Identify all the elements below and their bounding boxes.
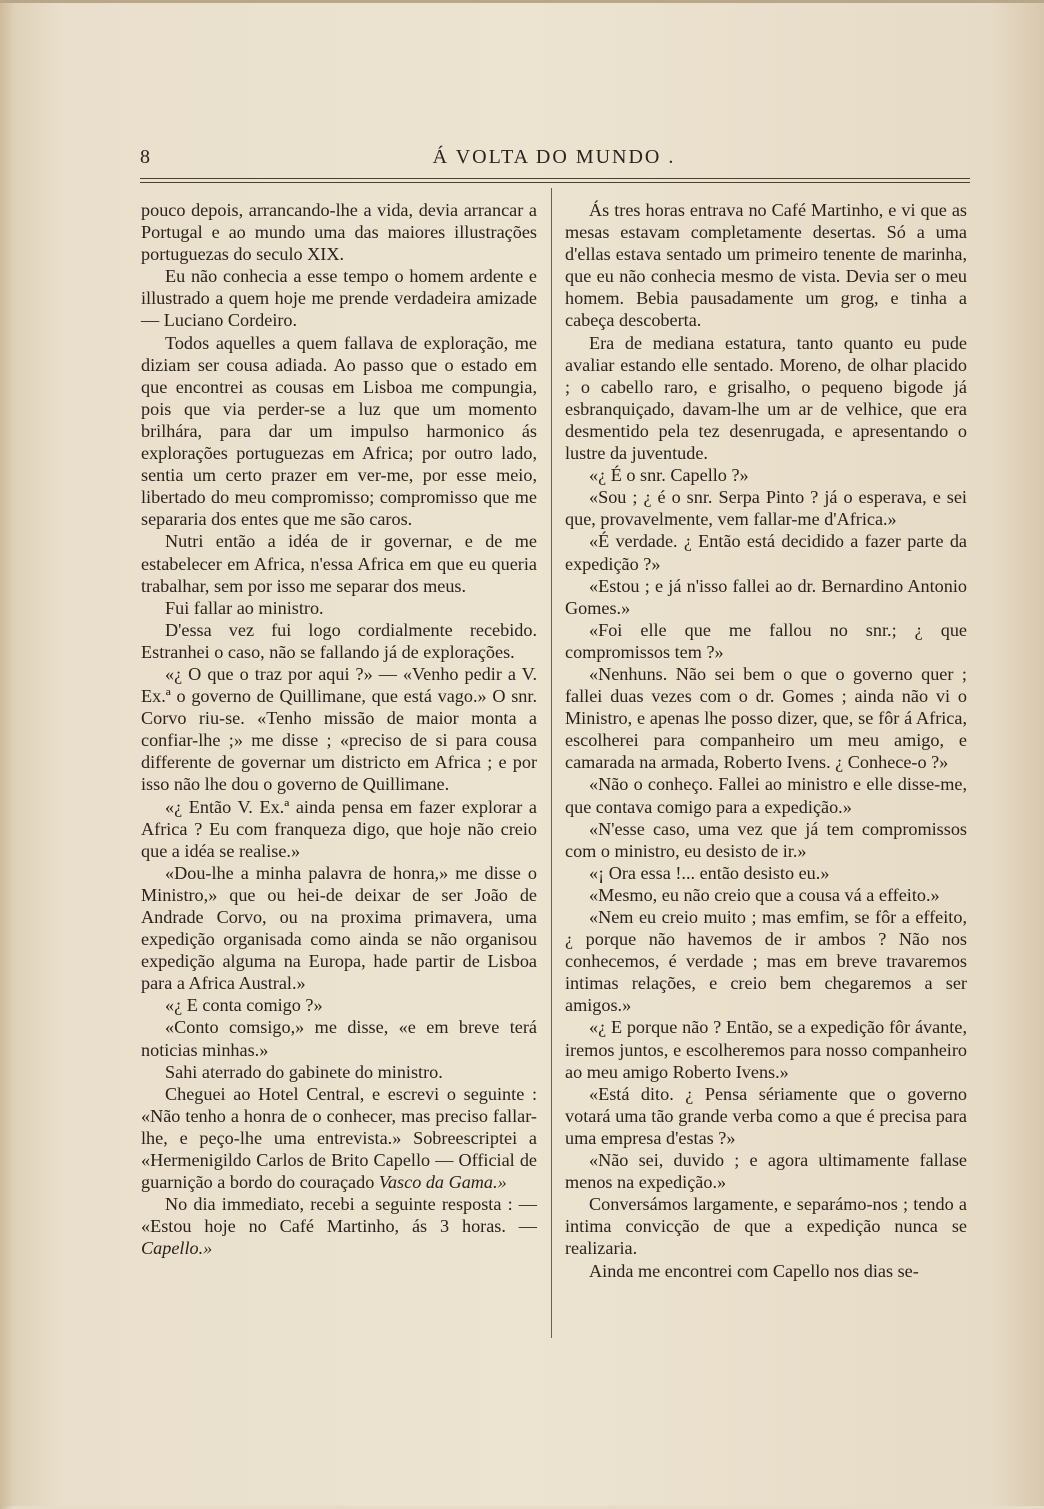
paragraph: Sahi aterrado do gabinete do ministro. <box>165 1061 443 1082</box>
header-double-rule <box>140 178 970 183</box>
paragraph: Nutri então a idéa de ir governar, e de me estabelecer em Africa, n'essa Africa em que eu queria trabalhar, sem por isso me separar dos meus. <box>141 531 537 596</box>
paragraph: «É verdade. ¿ Então está decidido a fazer parte da expedição ?» <box>565 531 967 574</box>
paragraph: «¿ Então V. Ex.ª ainda pensa em fazer explorar a Africa ? Eu com franqueza digo, que hoje não creio que a idéa se realise.» <box>141 796 537 861</box>
paragraph: «¿ E conta comigo ?» <box>165 995 323 1016</box>
signature-name: Capello.» <box>141 1238 213 1259</box>
paragraph: Fui fallar ao ministro. <box>165 597 324 618</box>
paragraph: «Foi elle que me fallou no snr.; ¿ que compromissos tem ?» <box>565 619 967 662</box>
paragraph: Eu não conhecia a esse tempo o homem ardente e illustrado a quem hoje me prende verdadeira amizade — Luciano Cordeiro. <box>141 266 537 331</box>
paragraph-text: Cheguei ao Hotel Central, e escrevi o seguinte : «Não tenho a honra de o conhecer, mas preciso fallar-lhe, e peço-lhe uma entrevista.» Sobreescriptei a «Hermenigildo Carlos de Brito Capello — Official de guarnição a bordo do couraçado <box>141 1083 537 1193</box>
paragraph: «Nenhuns. Não sei bem o que o governo quer ; fallei duas vezes com o dr. Gomes ; ainda não vi o Ministro, e apenas lhe posso dizer, que, se fôr á Africa, escolherei para companheiro um meu amigo, e camarada na armada, Roberto Ivens. ¿ Conhece-o ?» <box>565 663 967 773</box>
page-header <box>140 146 968 176</box>
paragraph: «Dou-lhe a minha palavra de honra,» me disse o Ministro,» que ou hei-de deixar de ser João de Andrade Corvo, ou na proxima primavera, uma expedição organisada como ainda se não organisou expedição alguma na Europa, hade partir de Lisboa para a Africa Austral.» <box>141 862 537 994</box>
paragraph: «Não sei, duvido ; e agora ultimamente fallase menos na expedição.» <box>565 1150 967 1193</box>
paragraph: «Está dito. ¿ Pensa sériamente que o governo votará uma tão grande verba como a que é precisa para uma empresa d'estas ?» <box>565 1083 967 1148</box>
paragraph: «Não o conheço. Fallei ao ministro e elle disse-me, que contava comigo para a expedição.» <box>565 774 967 817</box>
paragraph: «Conto comsigo,» me disse, «e em breve terá noticias minhas.» <box>141 1017 537 1060</box>
paragraph: «N'esse caso, uma vez que já tem compromissos com o ministro, eu desisto de ir.» <box>565 818 967 861</box>
paragraph <box>141 1193 537 1259</box>
ship-name: Vasco da Gama.» <box>378 1172 507 1193</box>
running-title: Á VOLTA DO MUNDO . <box>432 146 676 168</box>
right-column <box>565 199 967 1282</box>
paragraph: Todos aquelles a quem fallava de exploração, me diziam ser cousa adiada. Ao passo que o estado em que encontrei as cousas em Lisboa me compungia, pois que via perder-se a luz que um momento brilhára, para dar um impulso harmonico ás explorações portuguezas em Africa; por outro lado, sentia um certo prazer em ver-me, por esse meio, libertado do meu compromisso; compromisso que me separaria dos entes que me são caros. <box>141 332 537 530</box>
paragraph <box>141 1083 537 1193</box>
paragraph: «Estou ; e já n'isso fallei ao dr. Bernardino Antonio Gomes.» <box>565 575 967 618</box>
paragraph: Era de mediana estatura, tanto quanto eu pude avaliar estando elle sentado. Moreno, de olhar placido ; o cabello raro, e grisalho, o pequeno bigode já esbranquiçado, davam-lhe um ar de velhice, que era desmentido pela tez desenrugada, e apresentando o lustre da juventude. <box>565 332 967 464</box>
left-column <box>141 199 537 1260</box>
paragraph: «Nem eu creio muito ; mas emfim, se fôr a effeito, ¿ porque não havemos de ir ambos ? Não nos conhecemos, é verdade ; mas em breve travaremos intimas relações, e creio bem chegaremos a ser amigos.» <box>565 907 967 1016</box>
page-edge-shadow <box>0 3 14 1509</box>
paragraph: Ás tres horas entrava no Café Martinho, e vi que as mesas estavam completamente desertas. Só a uma d'ellas estava sentado um primeiro tenente de marinha, que eu não conhecia mesmo de vista. Devia ser o meu homem. Bebia pausadamente um grog, e tinha a cabeça descoberta. <box>565 200 967 331</box>
paragraph: Conversámos largamente, e separámo-nos ; tendo a intima convicção de que a expedição nunca se realizaria. <box>565 1194 967 1259</box>
paragraph: «¿ É o snr. Capello ?» <box>589 465 749 486</box>
paragraph-text: No dia immediato, recebi a seguinte resposta : — «Estou hoje no Café Martinho, ás 3 horas. — <box>141 1194 537 1237</box>
paragraph: «¿ O que o traz por aqui ?» — «Venho pedir a V. Ex.ª o governo de Quillimane, que está vago.» O snr. Corvo riu-se. «Tenho missão de maior monta a confiar-lhe ;» me disse ; «preciso de si para cousa differente de governar um districto em Africa ; e por isso não lhe dou o governo de Quillimane. <box>141 663 537 795</box>
paragraph: «Sou ; ¿ é o snr. Serpa Pinto ? já o esperava, e sei que, provavelmente, vem fallar-me d'Africa.» <box>565 487 967 530</box>
page-number: 8 <box>140 146 150 168</box>
column-divider <box>551 188 552 1338</box>
paragraph: Ainda me encontrei com Capello nos dias se- <box>589 1260 919 1281</box>
paragraph: pouco depois, arrancando-lhe a vida, devia arrancar a Portugal e ao mundo uma das maiores illustrações portuguezas do seculo XIX. <box>141 200 537 265</box>
paragraph: D'essa vez fui logo cordialmente recebido. Estranhei o caso, não se fallando já de explorações. <box>141 619 537 662</box>
paragraph: «¡ Ora essa !... então desisto eu.» <box>589 862 830 883</box>
paragraph: «¿ E porque não ? Então, se a expedição fôr ávante, iremos juntos, e escolheremos para nosso companheiro ao meu amigo Roberto Ivens.» <box>565 1017 967 1082</box>
paragraph: «Mesmo, eu não creio que a cousa vá a effeito.» <box>589 884 940 905</box>
